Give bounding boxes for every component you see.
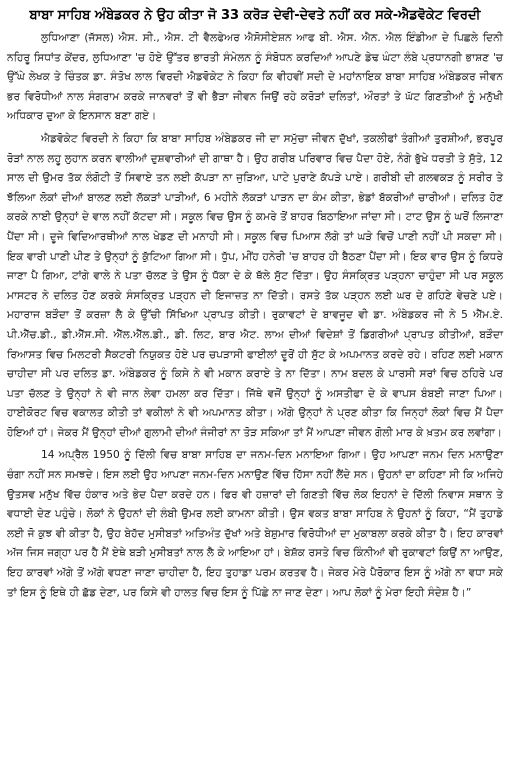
article-paragraph-3: 14 ਅਪ੍ਰੈਲ 1950 ਨੂੰ ਦਿੱਲੀ ਵਿਚ ਬਾਬਾ ਸਾਹਿਬ ਦਾ ਜਨਮ-ਦਿਨ ਮਨਾਇਆ ਗਿਆ। ਉਹ ਆਪਣਾ ਜਨਮ ਦਿਨ ਮਨਾਉਣਾ ਚੰਗਾ ਨਹੀਂ ਸਨ ਸਮਝਦੇ। ਇਸ ਲਈ ਉਹ ਆਪਣਾ ਜਨਮ-ਦਿਨ ਮਨਾਉਣ ਵਿੱਚ ਹਿੱਸਾ ਨਹੀਂ ਲੈਂਦੇ ਸਨ। ਉਹਨਾਂ ਦਾ ਕਹਿਣਾ ਸੀ ਕਿ ਅਜਿਹੇ ਉਤਸਵ ਮਨੁੱਖ ਵਿੱਚ ਹੰਕਾਰ ਅਤੇ ਭੇਦ ਪੈਦਾ ਕਰਦੇ ਹਨ। ਫਿਰ ਵੀ ਹਜ਼ਾਰਾਂ ਦੀ ਗਿਣਤੀ ਵਿੱਚ ਲੋਕ ਇਹਨਾਂ ਦੇ ਦਿੱਲੀ ਨਿਵਾਸ ਸਥਾਨ ਤੇ ਵਧਾਈ ਦੇਣ ਪਹੁੰਚੇ। ਲੋਕਾਂ ਨੇ ਉਹਨਾਂ ਦੀ ਲੰਬੀ ਉਮਰ ਲਈ ਕਾਮਨਾ ਕੀਤੀ। ਉਸ ਵਕਤ ਬਾਬਾ ਸਾਹਿਬ ਨੇ ਉਹਨਾਂ ਨੂੰ ਕਿਹਾ, “ਮੈਂ ਤੁਹਾਡੇ ਲਈ ਜੋ ਕੁਝ ਵੀ ਕੀਤਾ ਹੈ, ਉਹ ਬੇਹੱਦ ਮੁਸੀਬਤਾਂ ਅਤਿਅੰਤ ਦੁੱਖਾਂ ਅਤੇ ਬੇਸ਼ੁਮਾਰ ਵਿਰੋਧੀਆਂ ਦਾ ਮੁਕਾਬਲਾ ਕਰਕੇ ਕੀਤਾ ਹੈ। ਇਹ ਕਾਰਵਾਂ ਅੱਜ ਜਿਸ ਜਗ੍ਹਾ ਪਰ ਹੈ ਮੈਂ ਏਥੇ ਬੜੀ ਮੁਸੀਬਤਾਂ ਨਾਲ ਲੈ ਕੇ ਆਇਆ ਹਾਂ। ਬੇਸ਼ੱਕ ਰਸਤੇ ਵਿਚ ਕਿੰਨੀਆਂ ਵੀ ਰੁਕਾਵਟਾਂ ਕਿਉਂ ਨਾ ਆਉਣ, ਇਹ ਕਾਰਵਾਂ ਅੱਗੇ ਤੋਂ ਅੱਗੇ ਵਧਣਾ ਜਾਣਾ ਚਾਹੀਦਾ ਹੈ, ਇਹ ਤੁਹਾਡਾ ਪਰਮ ਕਰਤਵ ਹੈ। ਜੇਕਰ ਮੇਰੇ ਪੈਰੋਕਾਰ ਇਸ ਨੂੰ ਅੱਗੇ ਨਾ ਵਧਾ ਸਕੇ ਤਾਂ ਇਸ ਨੂੰ ਇਥੇ ਹੀ ਛੱਡ ਦੇਣਾ, ਪਰ ਕਿਸੇ ਵੀ ਹਾਲਤ ਵਿਚ ਇਸ ਨੂੰ ਪਿੱਛੇ ਨਾ ਜਾਣ ਦੇਣਾ। ਆਪ ਲੋਕਾਂ ਨੂੰ ਮੇਰਾ ਇਹੀ ਸੰਦੇਸ਼ ਹੈ।” (7, 449, 503, 599)
article-paragraph-2: ਐਡਵੋਕੇਟ ਵਿਰਦੀ ਨੇ ਕਿਹਾ ਕਿ ਬਾਬਾ ਸਾਹਿਬ ਅੰਬੇਡਕਰ ਜੀ ਦਾ ਸਮੁੱਚਾ ਜੀਵਨ ਦੁੱਖਾਂ, ਤਕਲੀਫਾਂ ਤੰਗੀਆਂ ਤੁਰਸ਼ੀਆਂ, ਭਰਪੂਰ ਰੋੜਾਂ ਨਾਲ ਲਹੂ ਲੁਹਾਨ ਕਰਨ ਵਾਲੀਆਂ ਦੁਸ਼ਵਾਰੀਆਂ ਦੀ ਗਾਥਾ ਹੈ। ਉਹ ਗਰੀਬ ਪਰਿਵਾਰ ਵਿਚ ਪੈਦਾ ਹੋਏ, ਨੰਗੇ ਭੁੱਖੇ ਧਰਤੀ ਤੇ ਸੁੱਤੇ, 12 ਸਾਲ ਦੀ ਉਮਰ ਤੱਕ ਲੰਗੋਟੀ ਤੋਂ ਸਿਵਾਏ ਤਨ ਲਈ ਕੱਪੜਾ ਨਾ ਜੁੜਿਆ, ਪਾਟੇ ਪੁਰਾਣੇ ਕੱਪੜੇ ਪਾਏ। ਗਰੀਬੀ ਦੀ ਗਲਵਕੜ ਨੂੰ ਸਰੀਰ ਤੇ ਝੱਲਿਆ ਲੋਕਾਂ ਦੀਆਂ ਬਾਲਣ ਲਈ ਲੱਕੜਾਂ ਪਾੜੀਆਂ, 6 ਮਹੀਨੇ ਲੱਕੜਾਂ ਪਾੜਨ ਦਾ ਕੰਮ ਕੀਤਾ, ਭੇਡਾਂ ਬੱਕਰੀਆਂ ਚਾਰੀਆਂ। ਦਲਿਤ ਹੋਣ ਕਰਕੇ ਨਾਈ ਉਨ੍ਹਾਂ ਦੇ ਵਾਲ ਨਹੀਂ ਕੱਟਦਾ ਸੀ। ਸਕੂਲ ਵਿਚ ਉਸ ਨੂੰ ਕਮਰੇ ਤੋਂ ਬਾਹਰ ਬਿਠਾਇਆ ਜਾਂਦਾ ਸੀ। ਟਾਟ ਉਸ ਨੂੰ ਘਰੋਂ ਲਿਜਾਣਾ ਪੈਂਦਾ ਸੀ। ਦੂਜੇ ਵਿਦਿਆਰਥੀਆਂ ਨਾਲ ਖੇਡਣ ਦੀ ਮਨਾਹੀ ਸੀ। ਸਕੂਲ ਵਿਚ ਪਿਆਸ ਲੱਗੇ ਤਾਂ ਘੜੇ ਵਿਚੋਂ ਪਾਣੀ ਨਹੀਂ ਪੀ ਸਕਦਾ ਸੀ। ਇਕ ਵਾਰੀ ਪਾਣੀ ਪੀਣ ਤੇ ਉਨ੍ਹਾਂ ਨੂੰ ਕੁੱਟਿਆ ਗਿਆ ਸੀ। ਧੁੱਪ, ਮੀਂਹ ਹਨੇਰੀ 'ਚ ਬਾਹਰ ਹੀ ਬੈਠਣਾ ਪੈਂਦਾ ਸੀ। ਇਕ ਵਾਰ ਉਸ ਨੂੰ ਕਿਧਰੇ ਜਾਣਾ ਪੈ ਗਿਆ, ਟਾਂਗੇ ਵਾਲੇ ਨੇ ਪਤਾ ਚੱਲਣ ਤੇ ਉਸ ਨੂੰ ਧੱਕਾ ਦੇ ਕੇ ਥੱਲੇ ਸੁੱਟ ਦਿੱਤਾ। ਉਹ ਸੰਸਕ੍ਰਿਤ ਪੜ੍ਹਨਾ ਚਾਹੁੰਦਾ ਸੀ ਪਰ ਸਕੂਲ ਮਾਸਟਰ ਨੇ ਦਲਿਤ ਹੋਣ ਕਰਕੇ ਸੰਸਕ੍ਰਿਤ ਪੜ੍ਹਨ ਦੀ ਇਜਾਜ਼ਤ ਨਾ ਦਿੱਤੀ। ਰਸਤੇ ਤੱਕ ਪੜ੍ਹਨ ਲਈ ਘਰ ਦੇ ਗਹਿਣੇ ਵੇਚਣੇ ਪਏ। ਮਹਾਰਾਜ ਬੜੌਦਾ ਤੋਂ ਕਰਜ਼ਾ ਲੈ ਕੇ ਉੱਚੀ ਸਿੱਖਿਆ ਪ੍ਰਾਪਤ ਕੀਤੀ। ਰੁਕਾਵਟਾਂ ਦੇ ਬਾਵਜੂਦ ਵੀ ਡਾ. ਅੰਬੇਡਕਰ ਜੀ ਨੇ 5 ਐੱਮ.ਏ. ਪੀ.ਐੱਚ.ਡੀ., ਡੀ.ਐੱਸ.ਸੀ. ਐੱਲ.ਐੱਲ.ਡੀ., ਡੀ. ਲਿਟ, ਬਾਰ ਐਟ. ਲਾਅ ਦੀਆਂ ਵਿਦੇਸ਼ਾਂ ਤੋਂ ਡਿਗਰੀਆਂ ਪ੍ਰਾਪਤ ਕੀਤੀਆਂ, ਬੜੌਦਾ ਰਿਆਸਤ ਵਿਚ ਮਿਲਟਰੀ ਸੈਕਟਰੀ ਨਿਯੁਕਤ ਹੋਏ ਪਰ ਚਪੜਾਸੀ ਫਾਈਲਾਂ ਦੂਰੋਂ ਹੀ ਸੁੱਟ ਕੇ ਅਪਮਾਨਤ ਕਰਦੇ ਰਹੇ। ਰਹਿਣ ਲਈ ਮਕਾਨ ਚਾਹੀਦਾ ਸੀ ਪਰ ਦਲਿਤ ਡਾ. ਅੰਬੇਡਕਰ ਨੂੰ ਕਿਸੇ ਨੇ ਵੀ ਮਕਾਨ ਕਰਾਏ ਤੇ ਨਾ ਦਿੱਤਾ। ਨਾਮ ਬਦਲ ਕੇ ਪਾਰਸੀ ਸਰਾਂ ਵਿਚ ਠਹਿਰੇ ਪਰ ਪਤਾ ਚੱਲਣ ਤੇ ਉਨ੍ਹਾਂ ਨੇ ਵੀ ਜਾਨ ਲੇਵਾ ਹਮਲਾ ਕਰ ਦਿੱਤਾ। ਜਿੱਥੇ ਵਜੋਂ ਉਨ੍ਹਾਂ ਨੂੰ ਅਸਤੀਫਾ ਦੇ ਕੇ ਵਾਪਸ ਬੰਬਈ ਜਾਣਾ ਪਿਆ। ਹਾਈਕੋਰਟ ਵਿਚ ਵਕਾਲਤ ਕੀਤੀ ਤਾਂ ਵਕੀਲਾਂ ਨੇ ਵੀ ਅਪਮਾਨਤ ਕੀਤਾ। ਅੱਗੇ ਉਨ੍ਹਾਂ ਨੇ ਪ੍ਰਣ ਕੀਤਾ ਕਿ ਜਿਨ੍ਹਾਂ ਲੋਕਾਂ ਵਿਚ ਮੈਂ ਪੈਦਾ ਹੋਇਆਂ ਹਾਂ। ਜੇਕਰ ਮੈਂ ਉਨ੍ਹਾਂ ਦੀਆਂ ਗੁਲਾਮੀ ਦੀਆਂ ਜੰਜੀਰਾਂ ਨਾ ਤੋੜ ਸਕਿਆ ਤਾਂ ਮੈਂ ਆਪਣਾ ਜੀਵਨ ਗੋਲੀ ਮਾਰ ਕੇ ਖ਼ਤਮ ਕਰ ਲਵਾਂਗਾ। (7, 132, 503, 439)
article-paragraph-1: ਲੁਧਿਆਣਾ (ਜੱਸਲ) ਐਸ. ਸੀ., ਐਸ. ਟੀ ਵੈਲਫੇਅਰ ਐਸੋਸੀਏਸ਼ਨ ਆਫ ਬੀ. ਐਸ. ਐਨ. ਐਲ ਇੰਡੀਆ ਦੇ ਪਿਛਲੇ ਦਿਨੀ ਨਹਿਰੂ ਸਿਧਾਂਤ ਕੇਂਦਰ, ਲੁਧਿਆਣਾ 'ਚ ਹੋਏ ਉੱਤਰ ਭਾਰਤੀ ਸੰਮੇਲਨ ਨੂੰ ਸੰਬੋਧਨ ਕਰਦਿਆਂ ਆਪਣੇ ਡੇਢ ਘੰਟਾ ਲੰਬੇ ਪ੍ਰਧਾਨਗੀ ਭਾਸ਼ਣ 'ਚ ਉੱਘੇ ਲੇਖਕ ਤੇ ਚਿੰਤਕ ਡਾ. ਸੰਤੋਖ ਲਾਲ ਵਿਰਦੀ ਐਡਵੋਕੇਟ ਨੇ ਕਿਹਾ ਕਿ ਵੀਹਵੀਂ ਸਦੀ ਦੇ ਮਹਾਂਨਾਇਕ ਬਾਬਾ ਸਾਹਿਬ ਅੰਬੇਡਕਰ ਜੀਵਨ ਭਰ ਵਿਰੋਧੀਆਂ ਨਾਲ ਸੰਗਰਾਮ ਕਰਕੇ ਜਾਨਵਰਾਂ ਤੋਂ ਵੀ ਭੈੜਾ ਜੀਵਨ ਜਿਉਂ ਰਹੇ ਕਰੋੜਾਂ ਦਲਿਤਾਂ, ਔਰਤਾਂ ਤੇ ਘੱਟ ਗਿਣਤੀਆਂ ਨੂੰ ਮਨੁੱਖੀ ਅਧਿਕਾਰ ਦੁਆ ਕੇ ਇਨਸਾਨ ਬਣਾ ਗਏ। (7, 32, 503, 123)
article-headline: ਬਾਬਾ ਸਾਹਿਬ ਅੰਬੇਡਕਰ ਨੇ ਉਹ ਕੀਤਾ ਜੋ 33 ਕਰੋੜ ਦੇਵੀ-ਦੇਵਤੇ ਨਹੀਂ ਕਰ ਸਕੇ-ਐਡਵੋਕੇਟ ਵਿਰਦੀ (29, 8, 481, 23)
